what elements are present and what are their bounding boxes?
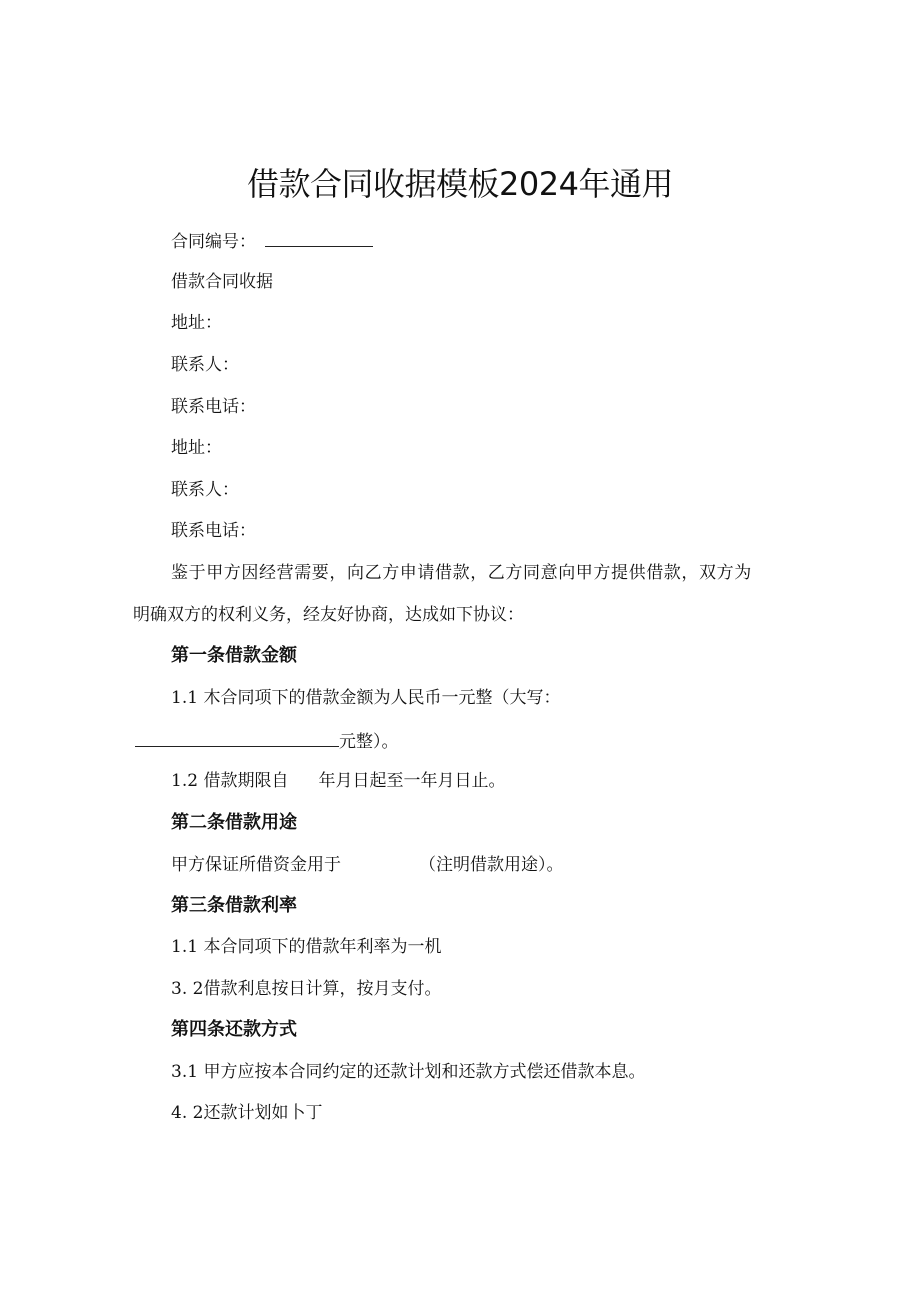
contract-number-line bbox=[171, 228, 373, 254]
party-a-phone-label: 联系电话： bbox=[171, 397, 256, 417]
preamble-line-1: 鉴于甲方因经营需要，向乙方申请借款，乙方同意向甲方提供借款，双方为 bbox=[171, 563, 752, 583]
clause-1-2-end: 年月日起至一年月日止。 bbox=[318, 771, 506, 791]
clause-3-1: 1.1 本合同项下的借款年利率为一机 bbox=[171, 937, 442, 957]
clause-4-2: 4. 2还款计划如卜丁 bbox=[171, 1103, 323, 1123]
article-4-heading: 第四条还款方式 bbox=[171, 1019, 297, 1040]
clause-1-1: 1.1 木合同项下的借款金额为人民币一元整（大写： bbox=[171, 688, 561, 708]
clause-1-1-suffix: 元整）。 bbox=[339, 732, 399, 752]
document-title: 借款合同收据模板2024年通用 bbox=[247, 165, 673, 203]
preamble-line-2: 明确双方的权利义务，经友好协商，达成如下协议： bbox=[133, 605, 524, 625]
article-1-heading: 第一条借款金额 bbox=[171, 645, 297, 666]
clause-3-2: 3. 2借款利息按日计算，按月支付。 bbox=[171, 979, 442, 999]
party-b-address-label: 地址： bbox=[171, 438, 222, 458]
party-a-address-label: 地址： bbox=[171, 313, 222, 333]
article-2-text bbox=[171, 853, 564, 877]
clause-1-1-continuation bbox=[135, 728, 399, 754]
contract-number-blank bbox=[265, 228, 373, 247]
clause-1-2-start: 1.2 借款期限自 bbox=[171, 771, 289, 791]
clause-1-2 bbox=[171, 769, 505, 793]
article-3-heading: 第三条借款利率 bbox=[171, 895, 297, 916]
clause-4-1: 3.1 甲方应按本合同约定的还款计划和还款方式偿还借款本息。 bbox=[171, 1062, 646, 1082]
party-b-phone-label: 联系电话： bbox=[171, 521, 256, 541]
amount-uppercase-blank bbox=[135, 728, 339, 747]
article-2-text-start: 甲方保证所借资金用于 bbox=[171, 855, 341, 875]
article-2-heading: 第二条借款用途 bbox=[171, 812, 297, 833]
article-2-text-end: （注明借款用途）。 bbox=[419, 855, 564, 875]
contract-number-label: 合同编号： bbox=[171, 232, 256, 252]
party-a-contact-label: 联系人： bbox=[171, 355, 239, 375]
party-b-contact-label: 联系人： bbox=[171, 480, 239, 500]
document-subtitle: 借款合同收据 bbox=[171, 272, 273, 292]
